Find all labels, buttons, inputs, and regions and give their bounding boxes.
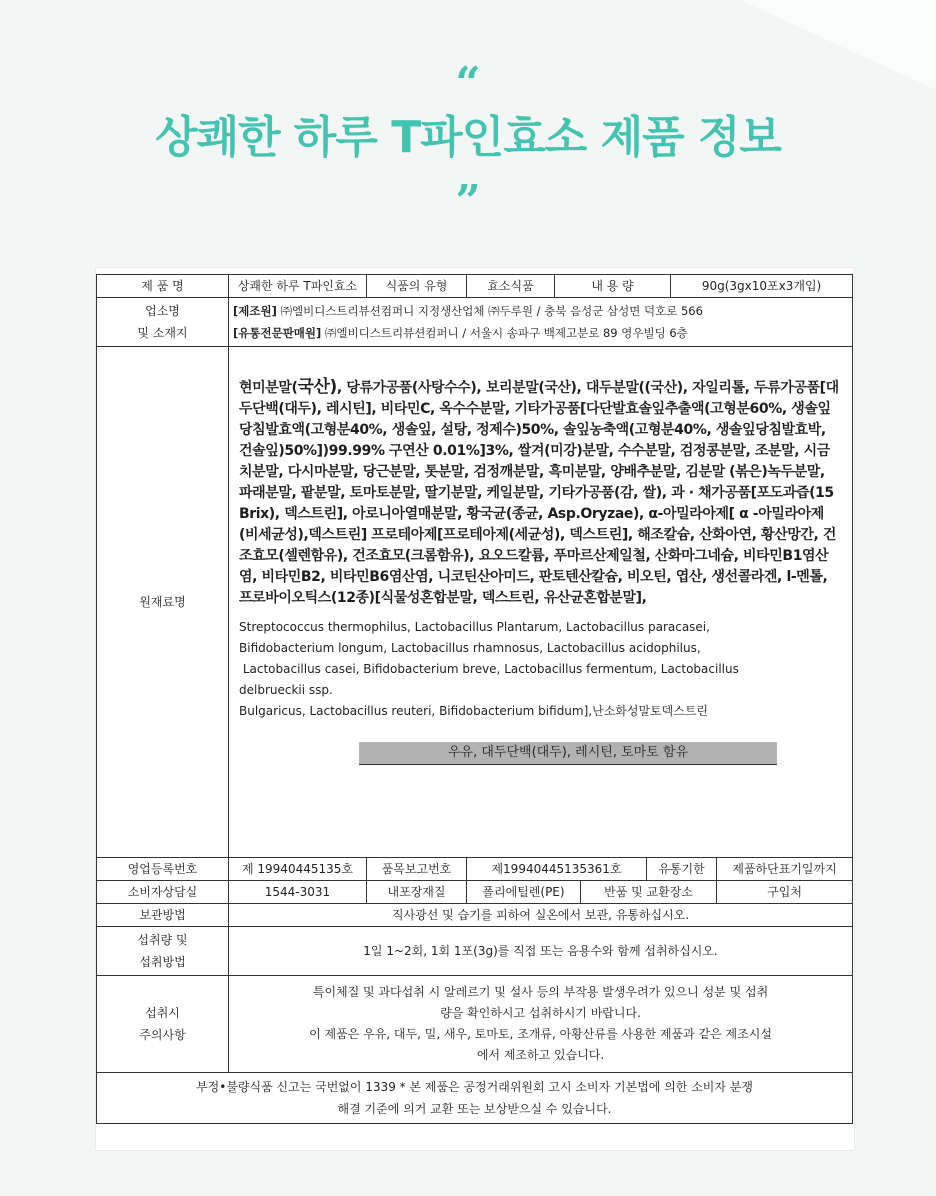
product-name-value: 상쾌한 하루 T파인효소 <box>229 275 367 298</box>
probiotic-strain-list <box>239 617 840 722</box>
company-label-line1: 업소명 <box>145 304 180 318</box>
return-place-label: 반품 및 교환장소 <box>581 881 717 904</box>
caution-label-line1: 섭취시 <box>145 1006 180 1020</box>
table-row <box>97 881 853 904</box>
caution-line: 량을 확인하시고 섭취하시기 바랍니다. <box>440 1006 641 1020</box>
product-info-table <box>96 274 853 1124</box>
consumer-center-phone: 1544-3031 <box>229 881 367 904</box>
caution-line: 특이체질 및 과다섭취 시 알레르기 및 설사 등의 부작용 발생우려가 있으니 성분 및 섭취 <box>312 985 769 999</box>
strain-line: Lactobacillus casei, Bifidobacterium breve, Lactobacillus fermentum, Lactobacillus <box>239 662 739 676</box>
item-report-value: 제19940445135361호 <box>467 858 647 881</box>
table-row <box>97 347 853 858</box>
product-name-label: 제 품 명 <box>97 275 229 298</box>
consumer-center-label: 소비자상담실 <box>97 881 229 904</box>
allergen-notice: 우유, 대두단백(대두), 레시틴, 토마토 함유 <box>359 742 777 765</box>
maker-tag: [제조원] <box>233 304 277 318</box>
volume-value: 90g(3gx10포x3개입) <box>671 275 853 298</box>
maker-text: ㈜엘비디스트리뷰션컴퍼니 지정생산업체 ㈜두루원 / 충북 음성군 삼성면 덕호로 566 <box>280 304 703 318</box>
packaging-label: 내포장재질 <box>367 881 467 904</box>
product-info-sheet <box>96 268 854 1150</box>
caution-line: 이 제품은 우유, 대두, 밀, 새우, 토마토, 조개류, 아황산류를 사용한 제품과 같은 제조시설 <box>309 1027 772 1041</box>
consumer-notice-line2: 해결 기준에 의거 교환 또는 보상받으실 수 있습니다. <box>337 1102 612 1116</box>
table-row <box>97 904 853 927</box>
close-quote-mark: ” <box>455 176 481 227</box>
intake-value: 1일 1~2회, 1회 1포(3g)를 직접 또는 음용수와 함께 섭취하십시오. <box>229 927 853 976</box>
caution-line: 에서 제조하고 있습니다. <box>476 1048 605 1062</box>
expiry-label: 유통기한 <box>647 858 717 881</box>
item-report-label: 품목보고번호 <box>367 858 467 881</box>
table-row <box>97 858 853 881</box>
ingredients-main-pre: 현미분말( <box>239 380 298 396</box>
seller-tag: [유통전문판매원] <box>233 326 322 340</box>
strain-line: Streptococcus thermophilus, Lactobacillus Plantarum, Lactobacillus paracasei, <box>239 620 710 634</box>
ingredients-label: 원재료명 <box>97 347 229 858</box>
intake-label-line2: 섭취방법 <box>139 955 186 969</box>
table-row <box>97 1073 853 1124</box>
storage-value: 직사광선 및 습기를 피하여 실온에서 보관, 유통하십시오. <box>229 904 853 927</box>
consumer-notice-line1: 부정•불량식품 신고는 국번없이 1339 * 본 제품은 공정거래위원회 고시 소비자 기본법에 의한 소비자 분쟁 <box>196 1080 753 1094</box>
company-label <box>97 298 229 347</box>
page-title: 상쾌한 하루 T파인효소 제품 정보 <box>155 112 781 163</box>
food-type-value: 효소식품 <box>467 275 555 298</box>
expiry-value: 제품하단표기일까지 <box>717 858 853 881</box>
company-label-line2: 및 소재지 <box>137 326 188 340</box>
food-type-label: 식품의 유형 <box>367 275 467 298</box>
strain-line: Bulgaricus, Lactobacillus reuteri, Bifidobacterium bifidum],난소화성말토덱스트린 <box>239 704 709 718</box>
caution-value <box>229 976 853 1073</box>
intake-label <box>97 927 229 976</box>
table-row <box>97 298 853 347</box>
open-quote-mark: “ <box>455 58 481 109</box>
seller-text: ㈜엘비디스트리뷰션컴퍼니 / 서울시 송파구 백제고분로 89 영우빌딩 6층 <box>324 326 688 340</box>
consumer-notice <box>97 1073 853 1124</box>
company-value <box>229 298 853 347</box>
ingredients-main-rest: , 당류가공품(사탕수수), 보리분말(국산), 대두분말((국산), 자일리톨, 두류가공품[대두단백(대두), 레시틴], 비타민C, 옥수수분말, 기타가공품[다단발효솔잎추출액(고형분60%, 생솔잎당침발효액(고형분40%, 생솔잎, 설탕, 정제수)50%, 솔잎농축액(고형분40%, 생솔잎당침발효박, 건솔잎)50%])99.99% 구연산 0.01%]3%, 쌀겨(미강)분말, 수수분말, 검정콩분말, 조분말, 시금치분말, 다시마분말, 당근분말, 톳분말, 검정깨분말, 흑미분말, 양배추분말, 김분말 (볶은)녹두분말, 파래분말, 팥분말, 토마토분말, 딸기분말, 케일분말, 기타가공품(감, 쌀), 과 · 채가공품[포도과즙(15 Brix), 덱스트린], 아로니아열매분말, 황국균(종균, Asp.Oryzae), α-아밀라아제[ α -아밀라아제(비세균성),덱스트린] 프로테아제[프로테아제(세균성), 덱스트린], 해조칼슘, 산화아연, 황산망간, 건조효모(셀렌함유), 건조효모(크롬함유), 요오드칼륨, 푸마르산제일철, 산화마그네슘, 비타민B1염산염, 비타민B2, 비타민B6염산염, 니코틴산아미드, 판토텐산칼슘, 비오틴, 엽산, 생선콜라겐, l-멘톨, 프로바이오틱스(12종)[식물성혼합분말, 덱스트린, 유산균혼합분말], <box>239 380 839 606</box>
volume-label: 내 용 량 <box>555 275 671 298</box>
packaging-value: 폴리에틸렌(PE) <box>467 881 581 904</box>
table-row <box>97 976 853 1073</box>
business-reg-label: 영업등록번호 <box>97 858 229 881</box>
return-place-value: 구입처 <box>717 881 853 904</box>
ingredients-value <box>229 347 853 858</box>
strain-line: delbrueckii ssp. <box>239 683 333 697</box>
caution-label-line2: 주의사항 <box>139 1028 186 1042</box>
caution-label <box>97 976 229 1073</box>
table-row <box>97 275 853 298</box>
business-reg-value: 제 19940445135호 <box>229 858 367 881</box>
storage-label: 보관방법 <box>97 904 229 927</box>
table-row <box>97 927 853 976</box>
intake-label-line1: 섭취량 및 <box>137 933 188 947</box>
ingredients-main-text <box>239 377 840 609</box>
strain-line: Bifidobacterium longum, Lactobacillus rhamnosus, Lactobacillus acidophilus, <box>239 641 701 655</box>
ingredients-main-origin: 국산) <box>297 377 337 397</box>
